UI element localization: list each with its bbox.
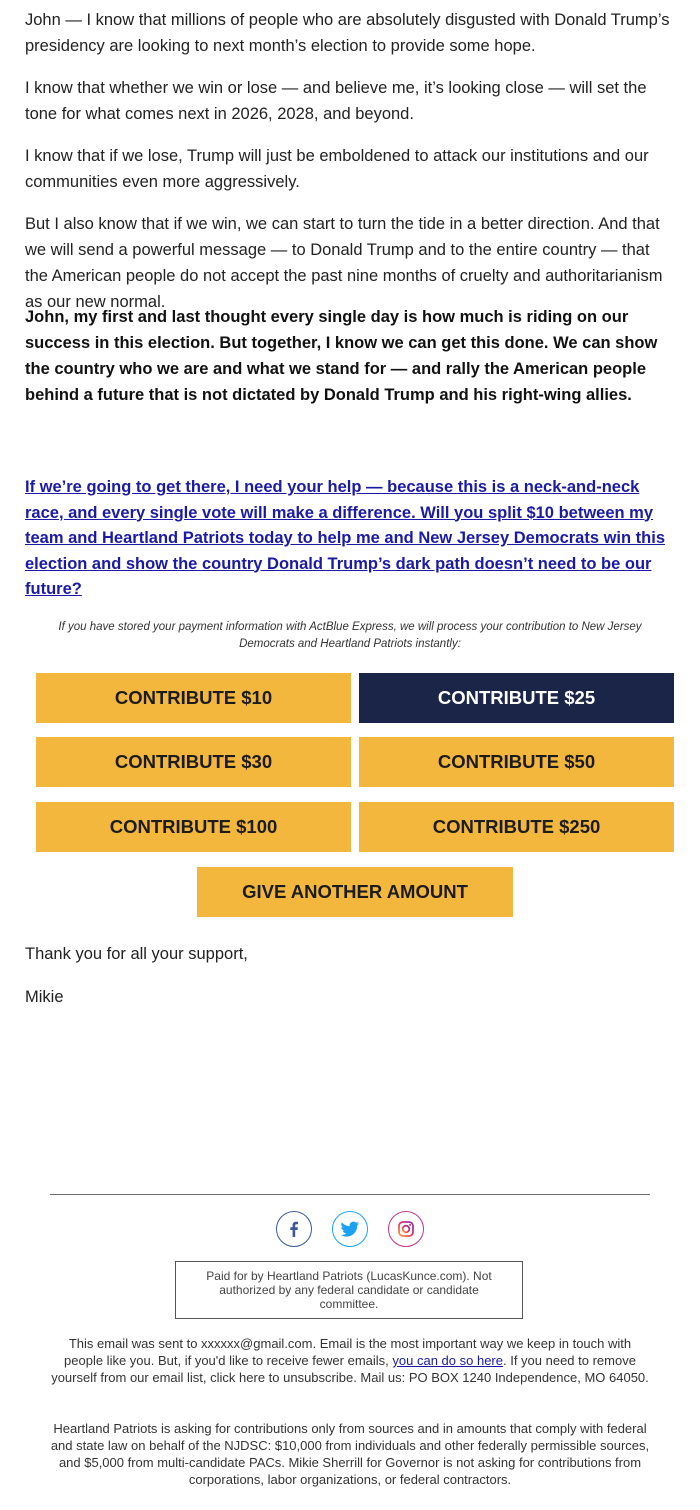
body-paragraph-2: I know that whether we win or lose — and believe me, it’s looking close — will set the tone for what comes next in 2026, 2028, and beyond.	[25, 79, 647, 123]
give-another-amount-button[interactable]: GIVE ANOTHER AMOUNT	[197, 867, 513, 917]
contribute-25-button[interactable]: CONTRIBUTE $25	[359, 673, 674, 723]
contribute-250-button[interactable]: CONTRIBUTE $250	[359, 802, 674, 852]
twitter-link[interactable]	[332, 1211, 368, 1247]
cta-donate-link[interactable]: If we’re going to get there, I need your help — because this is a neck-and-neck race, and every single vote will make a difference. Will you split $10 between my team and Heartland Patriots today to help me and New Jersey Democrats win this election and show the country Donald Trump’s dark path doesn’t need to be our future?	[25, 478, 666, 598]
body-paragraph-bold: John, my first and last thought every single day is how much is riding on our success in this election. But together, I know we can get this done. We can show the country who we are and what we stand for — and rally the American people behind a future that is not dictated by Donald Trump and his right-wing allies.	[25, 308, 658, 404]
footer-divider	[50, 1194, 650, 1195]
body-paragraph-1: John — I know that millions of people who are absolutely disgusted with Donald Trump’s presidency are looking to next month’s election to provide some hope.	[25, 11, 670, 55]
facebook-link[interactable]	[276, 1211, 312, 1247]
body-paragraph-3: I know that if we lose, Trump will just be emboldened to attack our institutions and our communities even more aggressively.	[25, 147, 649, 191]
footer-legal-disclaimer: Heartland Patriots is asking for contributions only from sources and in amounts that comply with federal and state law on behalf of the NJDSC: $10,000 from individuals and other federally permissible sources, and $5,000 from multi-candidate PACs. Mikie Sherrill for Governor is not asking for contributions from corporations, labor organizations, or federal contractors.	[50, 1421, 650, 1487]
contribute-30-button[interactable]: CONTRIBUTE $30	[36, 737, 351, 787]
paid-for-text: Paid for by Heartland Patriots (LucasKunce.com). Not authorized by any federal candidate or candidate committee.	[206, 1269, 492, 1311]
footer-unsubscribe-text: . If you need to remove yourself from our email list, click here to unsubscribe. Mail us: PO BOX 1240 Independence, MO 64050.	[51, 1353, 649, 1385]
body-paragraph-4: But I also know that if we win, we can start to turn the tide in a better direction. And that we will send a powerful message — to Donald Trump and to the entire country — that the American people do not accept the past nine months of cruelty and authoritarianism as our new normal.	[25, 215, 663, 311]
instagram-icon	[397, 1220, 415, 1238]
signoff-name: Mikie	[25, 988, 64, 1006]
actblue-express-notice: If you have stored your payment information with ActBlue Express, we will process your contribution to New Jersey Democrats and Heartland Patriots instantly:	[58, 621, 642, 650]
signoff-thanks: Thank you for all your support,	[25, 945, 248, 963]
footer-email-notice	[50, 1335, 650, 1386]
paid-for-disclaimer-box	[175, 1261, 523, 1319]
fewer-emails-link[interactable]: you can do so here	[392, 1353, 503, 1368]
contribute-50-button[interactable]: CONTRIBUTE $50	[359, 737, 674, 787]
facebook-icon	[285, 1220, 303, 1238]
instagram-link[interactable]	[388, 1211, 424, 1247]
twitter-icon	[340, 1220, 360, 1238]
contribute-10-button[interactable]: CONTRIBUTE $10	[36, 673, 351, 723]
contribute-100-button[interactable]: CONTRIBUTE $100	[36, 802, 351, 852]
footer-sent-to-text: This email was sent to xxxxxx@gmail.com. Email is the most important way we keep in touch with people like you. But, if you'd like to receive fewer emails,	[64, 1336, 632, 1368]
